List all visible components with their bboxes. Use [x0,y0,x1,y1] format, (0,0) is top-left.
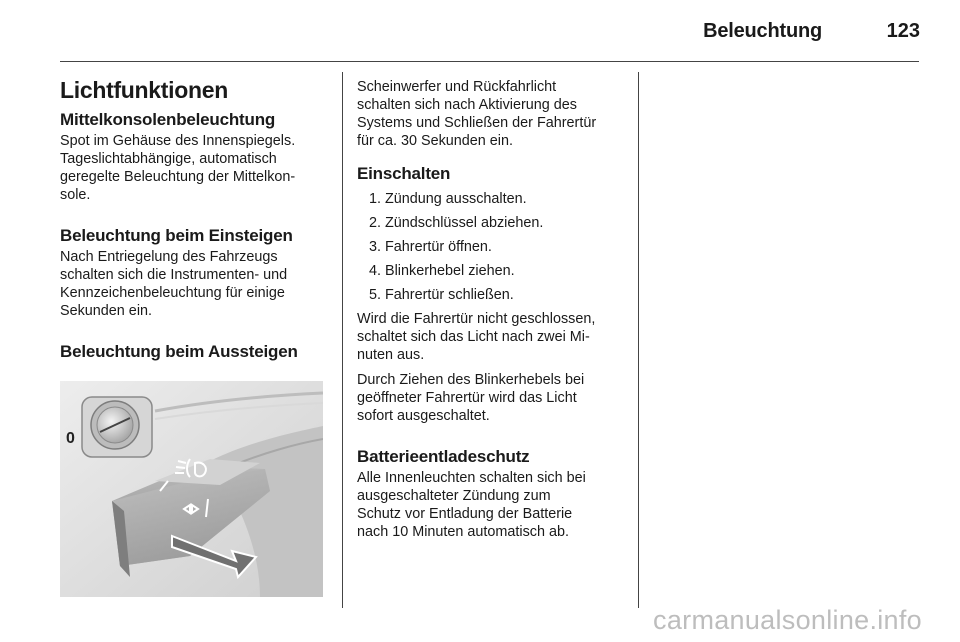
text-line: Durch Ziehen des Blinkerhebels bei [357,372,585,388]
column-divider-1 [342,72,343,608]
steps-list [357,190,629,304]
text-line: Kennzeichenbeleuchtung für einige [60,285,285,301]
text-line: Wird die Fahrertür nicht geschlossen, [357,311,596,327]
paragraph-note-lever [357,371,629,425]
text-line: Systems und Schließen der Fahrertür [357,115,597,131]
text-line: geregelte Beleuchtung der Mittelkon- [60,169,296,185]
column-left [60,72,330,364]
text-line: Schutz vor Entladung der Batterie [357,506,573,522]
heading-batterieentladeschutz: Batterieentladeschutz [357,447,530,466]
column-middle [357,72,629,541]
paragraph-mittelkonsolenbeleuchtung [60,132,330,204]
text-line: nach 10 Minuten automatisch ab. [357,524,569,540]
list-item: 2. Zündschlüssel abziehen. [369,215,544,231]
paragraph-batterieentladeschutz [357,469,629,541]
text-line: Sekunden ein. [60,303,153,319]
paragraph-einsteigen [60,248,330,320]
text-line: schaltet sich das Licht nach zwei Mi- [357,329,590,345]
text-line: sofort ausgeschaltet. [357,408,490,424]
text-line: schalten sich die Instrumenten- und [60,267,288,283]
paragraph-scheinwerfer [357,78,629,150]
heading-aussteigen: Beleuchtung beim Aussteigen [60,342,298,361]
text-line: geöffneter Fahrertür wird das Licht [357,390,577,406]
list-item: 3. Fahrertür öffnen. [369,239,492,255]
text-line: Alle Innenleuchten schalten sich bei [357,470,586,486]
switch-position-label: 0 [66,430,75,447]
lever-illustration [60,381,323,597]
text-line: Scheinwerfer und Rückfahrlicht [357,79,557,95]
section-title: Lichtfunktionen [60,77,228,103]
list-item: 5. Fahrertür schließen. [369,287,514,303]
text-line: schalten sich nach Aktivierung des [357,97,577,113]
page-number: 123 [886,20,920,42]
running-header-title: Beleuchtung [703,20,822,42]
header-divider [60,61,919,62]
illustration-ignition-and-lever [60,381,323,597]
list-item: 4. Blinkerhebel ziehen. [369,263,515,279]
watermark-text: carmanualsonline.info [653,605,922,635]
text-line: Nach Entriegelung des Fahrzeugs [60,249,278,265]
column-divider-2 [638,72,639,608]
heading-mittelkonsolenbeleuchtung: Mittelkonsolenbeleuchtung [60,110,276,129]
heading-einschalten: Einschalten [357,164,451,183]
heading-einsteigen: Beleuchtung beim Einsteigen [60,226,293,245]
text-line: sole. [60,187,91,203]
text-line: für ca. 30 Sekunden ein. [357,133,514,149]
text-line: ausgeschalteter Zündung zum [357,488,551,504]
text-line: Tageslichtabhängige, automatisch [60,151,277,167]
list-item: 1. Zündung ausschalten. [369,191,527,207]
paragraph-note-closed-door [357,310,629,364]
text-line: nuten aus. [357,347,425,363]
text-line: Spot im Gehäuse des Innenspiegels. [60,133,296,149]
